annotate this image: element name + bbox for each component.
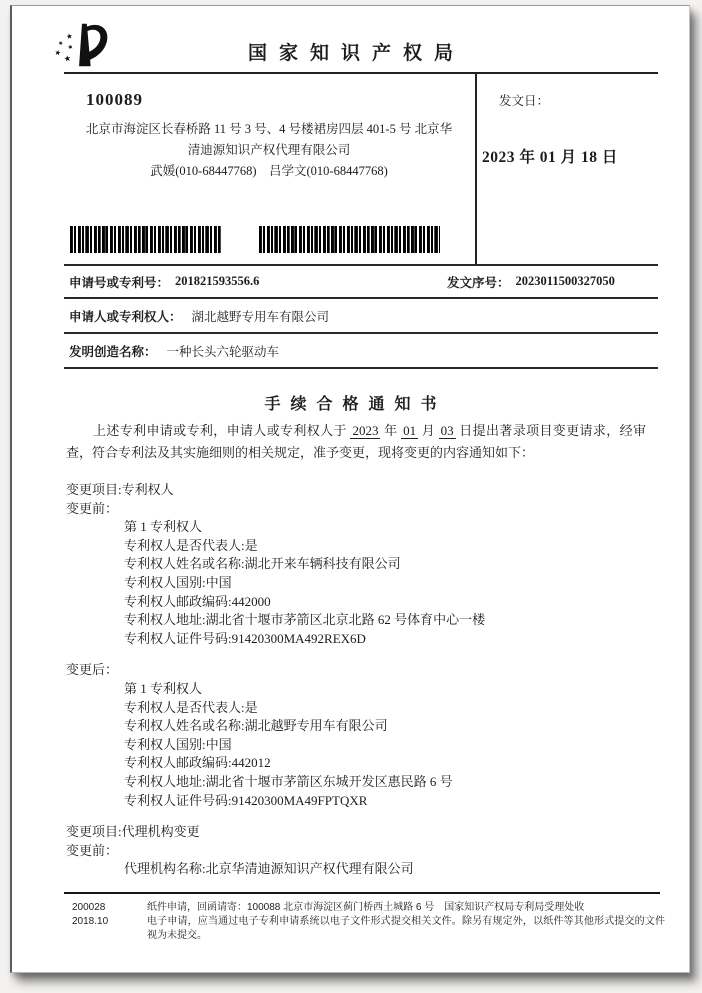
section-gap xyxy=(66,648,650,661)
change-after-label: 变更后： xyxy=(66,662,119,678)
change-detail-line: 专利权人是否代表人:是 xyxy=(124,699,258,715)
recipient-address-line1: 北京市海淀区长春桥路 11 号 3 号、4 号楼裙房四层 401-5 号 北京华 xyxy=(85,122,453,136)
serial-no-label: 发文序号： xyxy=(447,275,510,290)
change-request-month: 01 xyxy=(403,423,417,438)
change-detail-line: 代理机构名称:北京华清迪源知识产权代理有限公司 xyxy=(124,861,414,877)
change-detail-line: 第 1 专利权人 xyxy=(124,519,203,535)
change-detail-line: 专利权人证件号码:91420300MA49FPTQXR xyxy=(124,792,368,808)
change-after-block xyxy=(66,680,650,810)
form-date: 2018.10 xyxy=(72,916,109,927)
notice-paragraph xyxy=(66,420,646,463)
serial-no-value: 2023011500327050 xyxy=(515,274,615,288)
invention-name-value: 一种长头六轮驱动车 xyxy=(166,344,280,359)
change-detail-line: 专利权人姓名或名称:湖北越野专用车有限公司 xyxy=(124,718,388,734)
paragraph-text-tail: 日提出著录项目变更请求，经审查，符合专利法及其实施细则的相关规定，准予变更，现将变更的内容通知如下： xyxy=(66,423,646,460)
change-sections xyxy=(66,481,650,879)
notice-title: 手续合格通知书 xyxy=(264,396,447,413)
change-before-block xyxy=(66,518,650,648)
issue-date-value: 2023 年 01 月 18 日 xyxy=(482,149,618,166)
header-divider xyxy=(64,72,658,74)
paragraph-text: 上述专利申请或专利，申请人或专利权人于 xyxy=(93,423,351,438)
change-detail-line: 专利权人邮政编码:442000 xyxy=(124,593,271,609)
application-no-value: 201821593556.6 xyxy=(175,274,260,288)
field-row-applicant xyxy=(64,297,658,332)
change-detail-line: 专利权人国别:中国 xyxy=(124,736,232,752)
footer-divider xyxy=(64,892,660,894)
serial-no-cell xyxy=(447,273,615,291)
change-request-year: 2023 xyxy=(352,423,379,438)
year-unit: 年 xyxy=(380,423,402,438)
change-detail-line: 专利权人国别:中国 xyxy=(124,574,232,590)
form-code-block xyxy=(72,901,108,929)
change-item-label: 变更项目:代理机构变更 xyxy=(66,824,200,840)
document-page xyxy=(10,5,690,973)
footer-note-line2: 电子申请，应当通过电子专利申请系统以电子文件形式提交相关文件。除另有规定外，以纸件等其他形式提交的文件视为未提交。 xyxy=(147,916,665,941)
change-item-label: 变更项目:专利权人 xyxy=(66,482,174,497)
change-detail-line: 专利权人地址:湖北省十堰市茅箭区东城开发区惠民路 6 号 xyxy=(124,773,453,789)
change-request-day: 03 xyxy=(440,423,454,438)
recipient-contacts: 武媛(010-68447768) 吕学文(010-68447768) xyxy=(150,164,388,178)
change-detail-line: 专利权人姓名或名称:湖北开来车辆科技有限公司 xyxy=(124,556,401,572)
invention-name-label: 发明创造名称： xyxy=(69,344,157,359)
barcode-right xyxy=(259,226,440,253)
barcode-left xyxy=(70,226,222,253)
field-row-invention xyxy=(64,332,658,367)
application-no-label: 申请号或专利号： xyxy=(69,275,170,290)
change-before-label: 变更前： xyxy=(66,500,119,516)
change-detail-line: 专利权人地址:湖北省十堰市茅箭区北京北路 62 号体育中心一楼 xyxy=(124,612,486,628)
agency-title: 国家知识产权局 xyxy=(247,43,465,64)
field-row-application xyxy=(64,264,658,297)
applicant-value: 湖北越野专用车有限公司 xyxy=(191,309,330,324)
recipient-postal-code: 100089 xyxy=(86,90,143,109)
change-detail-line: 专利权人是否代表人:是 xyxy=(124,537,258,553)
change-detail-line: 专利权人证件号码:91420300MA492REX6D xyxy=(124,630,366,646)
vertical-divider xyxy=(475,74,477,264)
recipient-address-line2: 清迪源知识产权代理有限公司 xyxy=(187,143,351,157)
footer-note xyxy=(147,901,665,943)
fields-table xyxy=(64,264,658,369)
month-unit: 月 xyxy=(418,423,439,438)
section-gap xyxy=(66,810,650,823)
footer-note-line1: 纸件申请，回函请寄：100088 北京市海淀区蓟门桥西土城路 6 号 国家知识产权局专利局受理处收 xyxy=(147,902,585,913)
change-detail-line: 第 1 专利权人 xyxy=(124,680,203,696)
applicant-label: 申请人或专利权人： xyxy=(69,309,182,324)
form-code: 200028 xyxy=(72,902,106,913)
change-detail-line: 专利权人邮政编码:442012 xyxy=(124,755,271,771)
issue-date-label: 发文日： xyxy=(499,94,550,108)
change-before-label: 变更前： xyxy=(66,842,119,858)
change-before-block xyxy=(66,860,650,879)
